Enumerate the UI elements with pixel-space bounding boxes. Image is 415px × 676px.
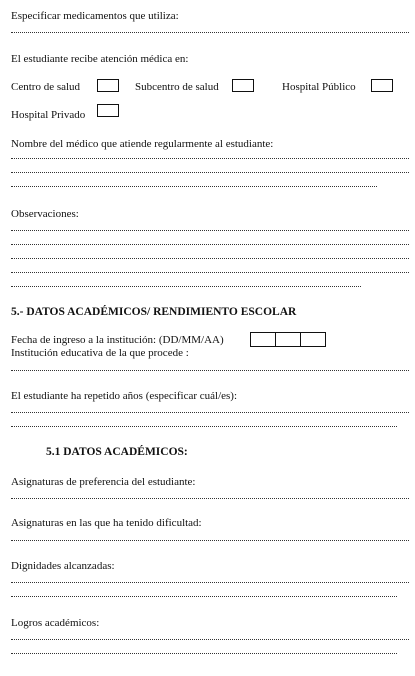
- repetido-label: El estudiante ha repetido años (especificar cuál/es):: [11, 390, 238, 402]
- logros-label: Logros académicos:: [11, 617, 100, 629]
- observaciones-line-1[interactable]: [11, 230, 409, 231]
- preferencia-line[interactable]: [11, 498, 409, 499]
- dignidades-line-1[interactable]: [11, 582, 409, 583]
- hospital-privado-checkbox[interactable]: [97, 104, 119, 117]
- preferencia-label: Asignaturas de preferencia del estudiante:: [11, 476, 196, 488]
- dignidades-line-2[interactable]: [11, 596, 397, 597]
- medicamentos-line[interactable]: [11, 32, 409, 33]
- medico-line-2[interactable]: [11, 172, 409, 173]
- hospital-publico-label: Hospital Público: [282, 81, 356, 93]
- subcentro-salud-label: Subcentro de salud: [135, 81, 219, 93]
- fecha-aa-cell[interactable]: [301, 333, 325, 346]
- fecha-ingreso-label: Fecha de ingreso a la institución: (DD/MM/AA): [11, 334, 224, 346]
- medico-line-3[interactable]: [11, 186, 377, 187]
- observaciones-line-4[interactable]: [11, 272, 409, 273]
- medicamentos-label: Especificar medicamentos que utiliza:: [11, 10, 179, 22]
- seccion-5-title: 5.- DATOS ACADÉMICOS/ RENDIMIENTO ESCOLAR: [11, 306, 297, 318]
- atencion-label: El estudiante recibe atención médica en:: [11, 53, 189, 65]
- hospital-publico-checkbox[interactable]: [371, 79, 393, 92]
- hospital-privado-label: Hospital Privado: [11, 109, 86, 121]
- observaciones-line-5[interactable]: [11, 286, 361, 287]
- medico-line-1[interactable]: [11, 158, 409, 159]
- observaciones-line-2[interactable]: [11, 244, 409, 245]
- centro-salud-label: Centro de salud: [11, 81, 81, 93]
- fecha-mm-cell[interactable]: [276, 333, 301, 346]
- repetido-line-2[interactable]: [11, 426, 397, 427]
- dificultad-label: Asignaturas en las que ha tenido dificultad:: [11, 517, 202, 529]
- dificultad-line[interactable]: [11, 540, 409, 541]
- subcentro-salud-checkbox[interactable]: [232, 79, 254, 92]
- logros-line-2[interactable]: [11, 653, 397, 654]
- centro-salud-checkbox[interactable]: [97, 79, 119, 92]
- observaciones-label: Observaciones:: [11, 208, 79, 220]
- dignidades-label: Dignidades alcanzadas:: [11, 560, 115, 572]
- institucion-line[interactable]: [11, 370, 409, 371]
- fecha-ingreso-field[interactable]: [250, 332, 326, 347]
- institucion-label: Institución educativa de la que procede :: [11, 347, 189, 359]
- fecha-dd-cell[interactable]: [251, 333, 276, 346]
- medico-label: Nombre del médico que atiende regularmente al estudiante:: [11, 138, 274, 150]
- logros-line-1[interactable]: [11, 639, 409, 640]
- seccion-51-title: 5.1 DATOS ACADÉMICOS:: [46, 446, 188, 458]
- repetido-line-1[interactable]: [11, 412, 409, 413]
- observaciones-line-3[interactable]: [11, 258, 409, 259]
